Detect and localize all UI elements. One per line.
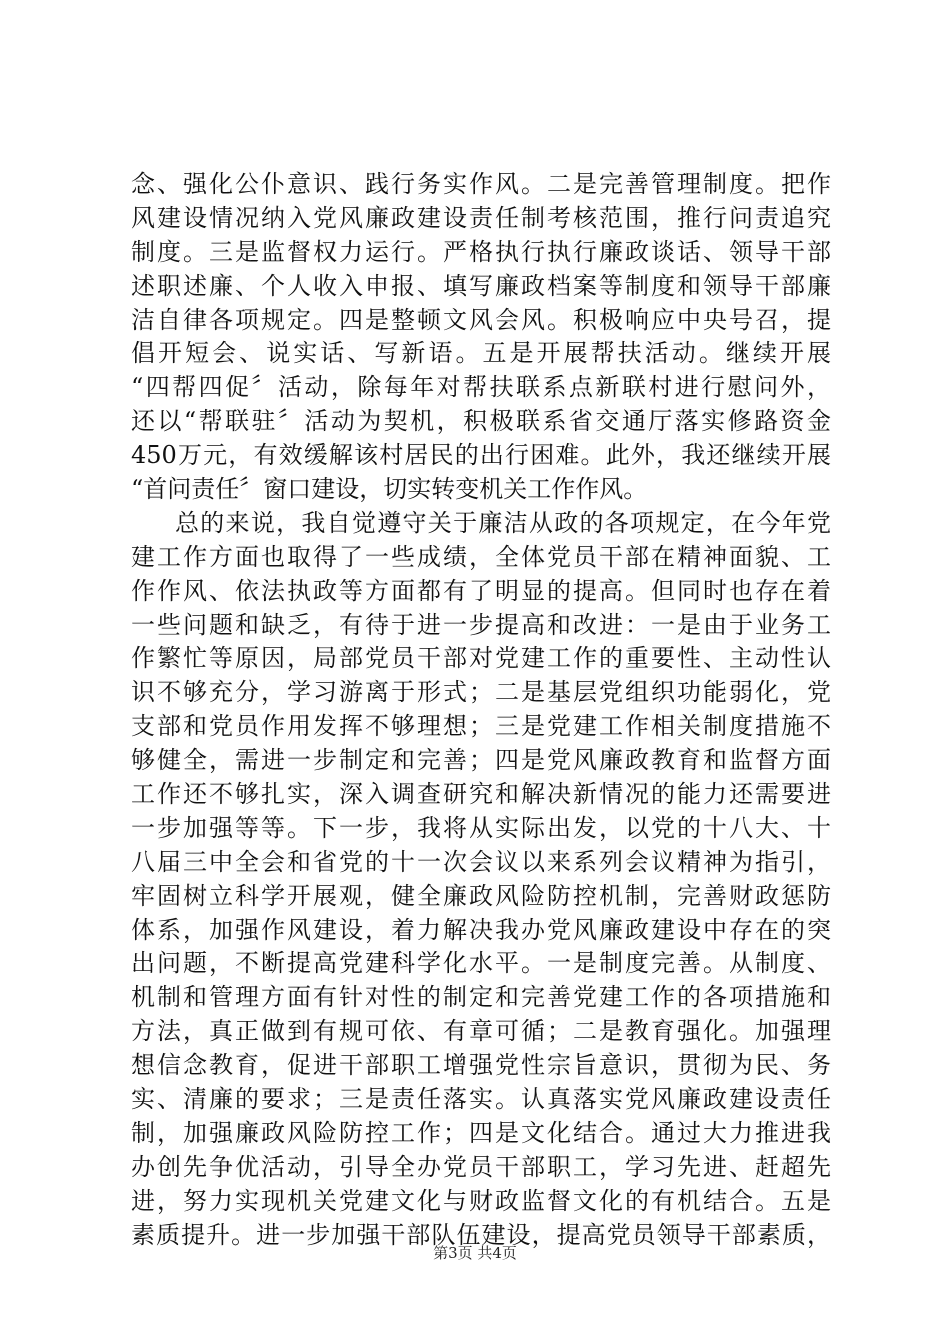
text-line: 想信念教育，促进干部职工增强党性宗旨意识，贯彻为民、务 [131,1051,831,1080]
text-line: 总的来说，我自觉遵守关于廉洁从政的各项规定，在今年党 [175,508,831,537]
text-line: 还以“帮联驻〞活动为契机，积极联系省交通厅落实修路资金 [131,407,831,436]
text-line: 支部和党员作用发挥不够理想；三是党建工作相关制度措施不 [131,712,831,741]
text-line: 够健全，需进一步制定和完善；四是党风廉政教育和监督方面 [131,746,831,775]
text-line: 风建设情况纳入党风廉政建设责任制考核范围，推行问责追究 [131,203,831,232]
text-line: 念、强化公仆意识、践行务实作风。二是完善管理制度。把作 [131,170,831,198]
text-line: 体系，加强作风建设，着力解决我办党风廉政建设中存在的突 [131,915,831,944]
text-line: 八届三中全会和省党的十一次会议以来系列会议精神为指引， [131,847,831,876]
text-line: 一些问题和缺乏，有待于进一步提高和改进：一是由于业务工 [131,610,831,639]
text-line: 方法，真正做到有规可依、有章可循；二是教育强化。加强理 [131,1017,831,1046]
text-line: 制，加强廉政风险防控工作；四是文化结合。通过大力推进我 [131,1118,831,1147]
text-line: 进，努力实现机关党建文化与财政监督文化的有机结合。五是 [131,1186,831,1215]
text-line: “四帮四促〞活动，除每年对帮扶联系点新联村进行慰问外， [131,373,831,402]
text-line: 实、清廉的要求；三是责任落实。认真落实党风廉政建设责任 [131,1085,831,1114]
text-line: 工作还不够扎实，深入调查研究和解决新情况的能力还需要进 [131,780,831,809]
text-line: 450万元，有效缓解该村居民的出行困难。此外，我还继续开展 [131,441,831,470]
text-line: 办创先争优活动，引导全办党员干部职工，学习先进、赶超先 [131,1152,831,1181]
text-line: 倡开短会、说实话、写新语。五是开展帮扶活动。继续开展 [131,339,831,368]
text-line: 牢固树立科学开展观，健全廉政风险防控机制，完善财政惩防 [131,881,831,910]
document-body [131,168,831,1253]
text-line: 出问题，不断提高党建科学化水平。一是制度完善。从制度、 [131,949,831,978]
paragraph-1 [131,168,831,507]
paragraph-2 [131,507,831,1253]
text-line: 洁自律各项规定。四是整顿文风会风。积极响应中央号召，提 [131,305,831,334]
text-line: 作作风、依法执政等方面都有了明显的提高。但同时也存在着 [131,576,831,605]
text-line: 一步加强等等。下一步，我将从实际出发，以党的十八大、十 [131,813,831,842]
text-line: 素质提升。进一步加强干部队伍建设，提高党员领导干部素质， [131,1220,831,1249]
text-line: 制度。三是监督权力运行。严格执行执行廉政谈话、领导干部 [131,237,831,266]
text-line: “首问责任〞窗口建设，切实转变机关工作作风。 [131,475,648,504]
text-line: 机制和管理方面有针对性的制定和完善党建工作的各项措施和 [131,983,831,1012]
text-line: 识不够充分，学习游离于形式；二是基层党组织功能弱化，党 [131,678,831,707]
text-line: 作繁忙等原因，局部党员干部对党建工作的重要性、主动性认 [131,644,831,673]
text-line: 建工作方面也取得了一些成绩，全体党员干部在精神面貌、工 [131,542,831,571]
page-footer: 第3页 共4页 [433,1244,517,1262]
text-line: 述职述廉、个人收入申报、填写廉政档案等制度和领导干部廉 [131,271,831,300]
